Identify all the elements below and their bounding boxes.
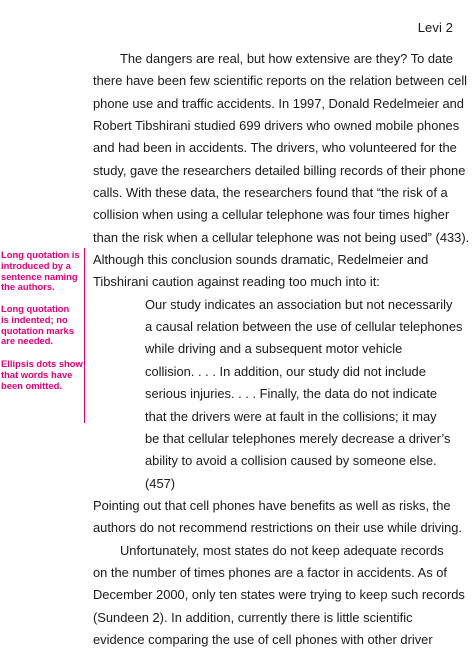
quote-line: ability to avoid a collision caused by someone else. bbox=[145, 453, 437, 469]
text-line: than the risk when a cellular telephone was not being used” (433). bbox=[93, 229, 470, 245]
text-line: phone use and traffic accidents. In 1997, Donald Redelmeier and bbox=[93, 95, 464, 111]
annotation-line: Long quotation bbox=[1, 303, 70, 314]
annotation-intro bbox=[1, 250, 89, 293]
annotation-line: that words have bbox=[1, 368, 73, 380]
text-line: on the number of times phones are a factor in accidents. As of bbox=[93, 564, 447, 580]
text-line: Pointing out that cell phones have benefits as well as risks, the bbox=[93, 497, 451, 513]
quote-line: that the drivers were at fault in the collisions; it may bbox=[145, 408, 437, 424]
text-line: authors do not recommend restrictions on their use while driving. bbox=[93, 520, 462, 536]
block-quotation bbox=[93, 294, 463, 495]
essay-body bbox=[93, 48, 470, 651]
quote-line: be that cellular telephones merely decrease a driver’s bbox=[145, 430, 451, 446]
annotation-line: Long quotation is bbox=[1, 249, 80, 260]
text-line: The dangers are real, but how extensive are they? To date bbox=[120, 51, 453, 66]
quote-line: collision. . . . In addition, our study did not include bbox=[145, 363, 426, 379]
annotation-line: is indented; no bbox=[1, 313, 68, 325]
quote-line: serious injuries. . . . Finally, the data do not indicate bbox=[145, 386, 438, 402]
quote-line: a causal relation between the use of cellular telephones bbox=[145, 319, 463, 335]
text-line: there have been few scientific reports on the relation between cell bbox=[93, 73, 468, 89]
annotation-line: introduced by a bbox=[1, 259, 71, 271]
text-line: and had been in accidents. The drivers, who volunteered for the bbox=[93, 140, 457, 156]
text-line: Although this conclusion sounds dramatic, Redelmeier and bbox=[93, 252, 429, 268]
text-line: Tibshirani caution against reading too much into it: bbox=[93, 274, 380, 290]
annotation-line: quotation marks bbox=[1, 324, 74, 336]
annotation-line: been omitted. bbox=[1, 379, 62, 391]
paragraph-3 bbox=[93, 540, 465, 651]
running-head: Levi 2 bbox=[417, 20, 453, 35]
text-line: December 2000, only ten states were trying to keep such records bbox=[93, 587, 465, 603]
annotation-line: the authors. bbox=[1, 281, 55, 293]
text-line: calls. With these data, the researchers found that “the risk of a bbox=[93, 185, 448, 201]
paragraph-2 bbox=[93, 495, 462, 540]
text-line: Robert Tibshirani studied 699 drivers who owned mobile phones bbox=[93, 118, 460, 134]
text-line: study, gave the researchers detailed billing records of their phone bbox=[93, 162, 466, 178]
quote-line: Our study indicates an association but not necessarily bbox=[145, 296, 453, 312]
annotation-line: are needed. bbox=[1, 335, 54, 347]
quote-line: while driving and a subsequent motor vehicle bbox=[145, 341, 403, 357]
annotation-indent bbox=[1, 304, 89, 347]
text-line: evidence comparing the use of cell phones with other driver bbox=[93, 631, 433, 647]
paragraph-1 bbox=[93, 48, 470, 294]
annotation-line: Ellipsis dots show bbox=[1, 358, 83, 369]
text-line: (Sundeen 2). In addition, currently there is little scientific bbox=[93, 609, 413, 625]
annotation-ellipsis bbox=[1, 359, 89, 391]
text-line: Unfortunately, most states do not keep adequate records bbox=[120, 542, 444, 558]
quote-citation: (457) bbox=[145, 475, 176, 491]
text-line: collision when using a cellular telephone was four times higher bbox=[93, 207, 450, 223]
annotation-line: sentence naming bbox=[1, 270, 78, 282]
